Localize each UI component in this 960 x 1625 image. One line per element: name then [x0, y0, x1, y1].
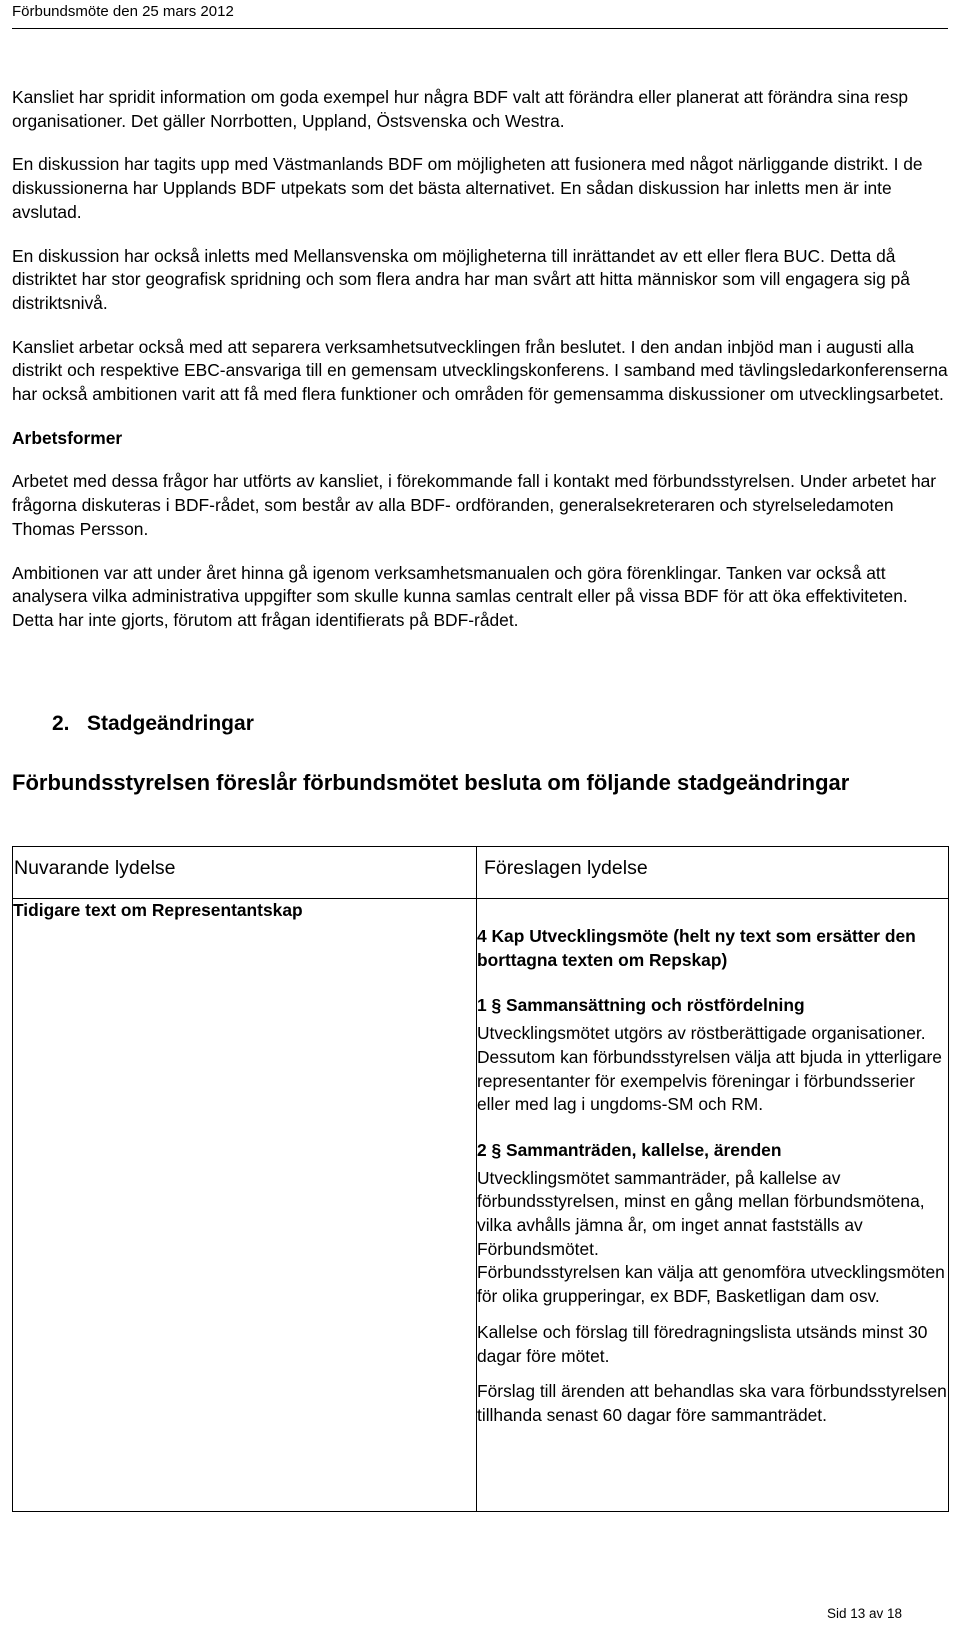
header-divider: [12, 28, 948, 29]
amendment-table: [12, 846, 949, 1512]
paragraph: En diskussion har tagits upp med Västmanlands BDF om möjligheten att fusionera med något närliggande distrikt. I de diskussionerna har Upplands BDF utpekats som det bästa alternativet. En sådan diskussion har inletts men är inte avslutad.: [12, 154, 923, 222]
section-title: Stadgeändringar: [87, 712, 254, 735]
table-header-row: [13, 847, 949, 899]
current-text: Tidigare text om Representantskap: [13, 900, 303, 920]
paragraph: Förslag till ärenden att behandlas ska vara förbundsstyrelsen tillhanda senast 60 dagar före sammanträdet.: [477, 1381, 947, 1425]
paragraph-heading: 1 § Sammansättning och röstfördelning: [477, 995, 805, 1016]
page-header: Förbundsmöte den 25 mars 2012: [12, 3, 234, 20]
section-heading: [52, 712, 254, 736]
current-text-cell: [13, 899, 477, 1512]
page-number: Sid 13 av 18: [826, 1606, 902, 1621]
paragraph: Ambitionen var att under året hinna gå igenom verksamhetsmanualen och göra förenklingar. Tanken var också att analysera vilka administrativa uppgifter som skulle kunna samlas centralt eller på vissa BDF för att öka effektiviteten. Detta har inte gjorts, förutom att frågan identifierats på BDF-rådet.: [12, 562, 908, 630]
paragraph-heading: 2 § Sammanträden, kallelse, ärenden: [477, 1139, 782, 1160]
paragraph: Förbundsstyrelsen kan välja att genomföra utvecklingsmöten för olika grupperingar, ex BDF, Basketligan dam osv.: [477, 1262, 945, 1307]
paragraph: Utvecklingsmötet utgörs av röstberättigade organisationer. Dessutom kan förbundsstyrelsen välja att bjuda in ytterligare representanter för exempelvis föreningar i förbundsserier eller med lag i ungdoms-SM och RM.: [477, 1023, 942, 1115]
table-row: [13, 899, 949, 1512]
column-header-proposed: Föreslagen lydelse: [477, 847, 949, 899]
paragraph: Kallelse och förslag till föredragningslista utsänds minst 30 dagar före mötet.: [477, 1321, 928, 1366]
paragraph: Utvecklingsmötet sammanträder, på kallelse av förbundsstyrelsen, minst en gång mellan förbundsmötena, vilka avhålls jämna år, om inget annat fastställs av Förbundsmötet.: [477, 1167, 925, 1259]
intro-section: [12, 86, 948, 633]
paragraph: Kansliet har spridit information om goda exempel hur några BDF valt att förändra eller planerat att förändra sina resp organisationer. Det gäller Norrbotten, Uppland, Östsvenska och Westra.: [12, 87, 909, 131]
paragraph: En diskussion har också inletts med Mellansvenska om möjligheterna till inrättandet av ett eller flera BUC. Detta då distriktet har stor geografisk spridning och som flera andra har man svårt att hitta människor som vill engagera sig på distriktsnivå.: [12, 245, 910, 313]
proposed-text-cell: [477, 899, 949, 1512]
subheading-arbetsformer: Arbetsformer: [12, 427, 123, 448]
section-number: 2.: [52, 712, 70, 735]
main-heading: Förbundsstyrelsen föreslår förbundsmötet besluta om följande stadgeändringar: [12, 770, 850, 795]
paragraph: Arbetet med dessa frågor har utförts av kansliet, i förekommande fall i kontakt med förbundsstyrelsen. Under arbetet har frågorna diskuteras i BDF-rådet, som består av alla BDF- ordföranden, generalsekreteraren och styrelseledamoten Thomas Persson.: [12, 471, 937, 539]
paragraph: Kansliet arbetar också med att separera verksamhetsutvecklingen från beslutet. I den andan inbjöd man i augusti alla distrikt och respektive EBC-ansvariga till en gemensam utvecklingskonferens. I samband med tävlingsledarkonferenserna har också ambitionen varit att få med flera funktioner och områden för gemensamma diskussioner om utvecklingsarbetet.: [12, 336, 948, 405]
column-header-current: Nuvarande lydelse: [13, 847, 477, 899]
chapter-title: 4 Kap Utvecklingsmöte (helt ny text som ersätter den borttagna texten om Repskap): [477, 926, 916, 970]
